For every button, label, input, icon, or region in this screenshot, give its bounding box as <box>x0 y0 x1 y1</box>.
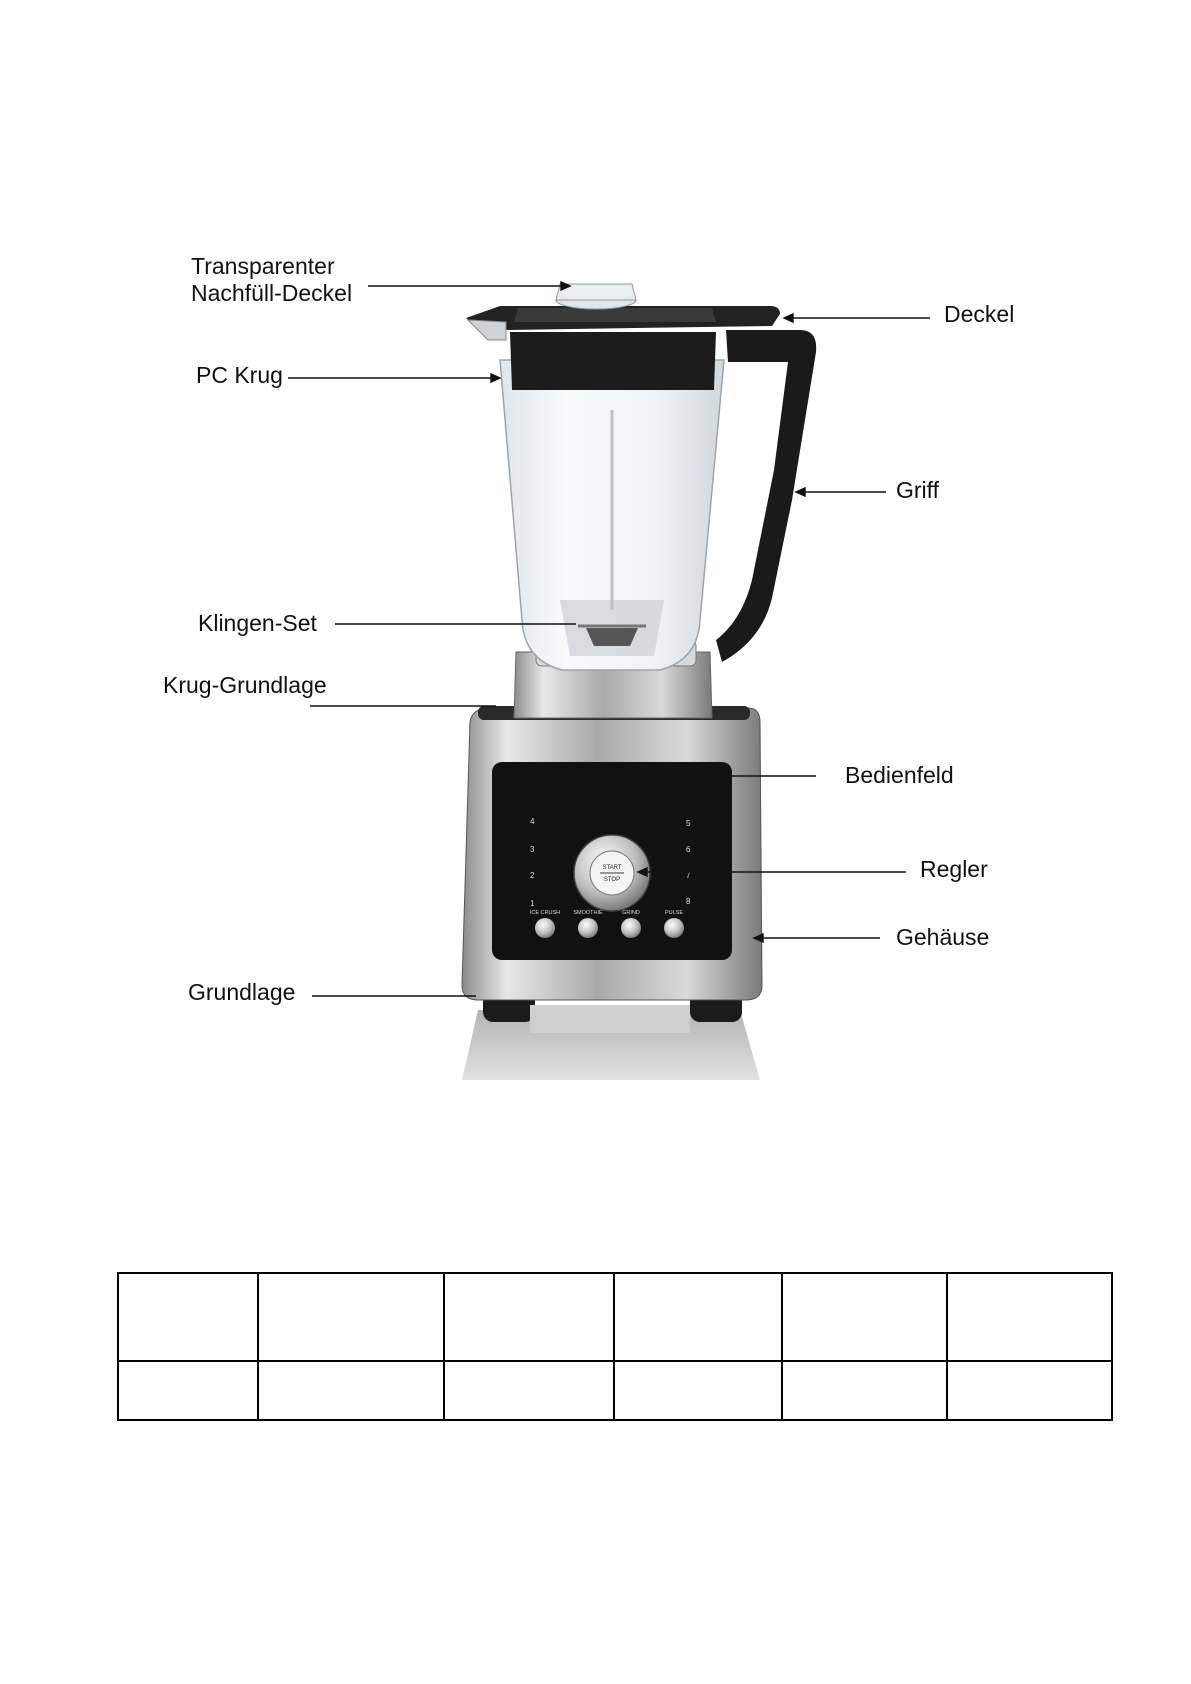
jug-handle <box>716 330 816 662</box>
label-lid: Deckel <box>944 301 1015 327</box>
table-cell <box>614 1361 782 1420</box>
speed-4: 4 <box>530 817 535 826</box>
label-base: Grundlage <box>188 979 296 1005</box>
label-handle: Griff <box>896 477 940 503</box>
button-label-pulse: PULSE <box>664 910 684 916</box>
label-knob: Regler <box>920 856 988 882</box>
speed-7: 7 <box>686 871 691 880</box>
table-cell <box>782 1361 947 1420</box>
speed-8: 8 <box>686 897 691 906</box>
speed-3: 3 <box>530 845 535 854</box>
label-control-panel: Bedienfeld <box>845 762 954 788</box>
table-row <box>118 1361 1112 1420</box>
table-row <box>118 1273 1112 1361</box>
label-refill-lid-line2: Nachfüll-Deckel <box>191 280 353 306</box>
button-grind <box>621 918 641 938</box>
knob-start-text: START <box>602 865 622 871</box>
table-cell <box>614 1273 782 1361</box>
table-cell <box>118 1273 258 1361</box>
speed-2: 2 <box>530 871 535 880</box>
label-blade-set: Klingen-Set <box>198 610 317 636</box>
table-cell <box>782 1273 947 1361</box>
speed-1: 1 <box>530 899 535 908</box>
button-smoothie <box>578 918 598 938</box>
spec-table <box>117 1272 1113 1421</box>
label-refill-lid-line1: Transparenter <box>191 253 335 279</box>
button-label-ice-crush: ICE CRUSH <box>529 910 561 916</box>
speed-5: 5 <box>686 819 691 828</box>
table-cell <box>258 1361 444 1420</box>
knob-stop-text: STOP <box>603 877 621 883</box>
table-cell <box>258 1273 444 1361</box>
button-label-smoothie: SMOOTHIE <box>573 910 603 916</box>
table-cell <box>118 1361 258 1420</box>
speed-6: 6 <box>686 845 691 854</box>
jug-body <box>500 332 724 670</box>
button-pulse <box>664 918 684 938</box>
table-cell <box>444 1273 614 1361</box>
table-cell <box>444 1361 614 1420</box>
control-panel <box>492 762 732 960</box>
label-housing: Gehäuse <box>896 924 990 950</box>
table-cell <box>947 1273 1112 1361</box>
button-label-grind: GRIND <box>622 910 640 916</box>
refill-cap <box>556 284 636 309</box>
label-jug-base: Krug-Grundlage <box>163 672 327 698</box>
label-jug: PC Krug <box>196 362 283 388</box>
button-ice-crush <box>535 918 555 938</box>
table-cell <box>947 1361 1112 1420</box>
